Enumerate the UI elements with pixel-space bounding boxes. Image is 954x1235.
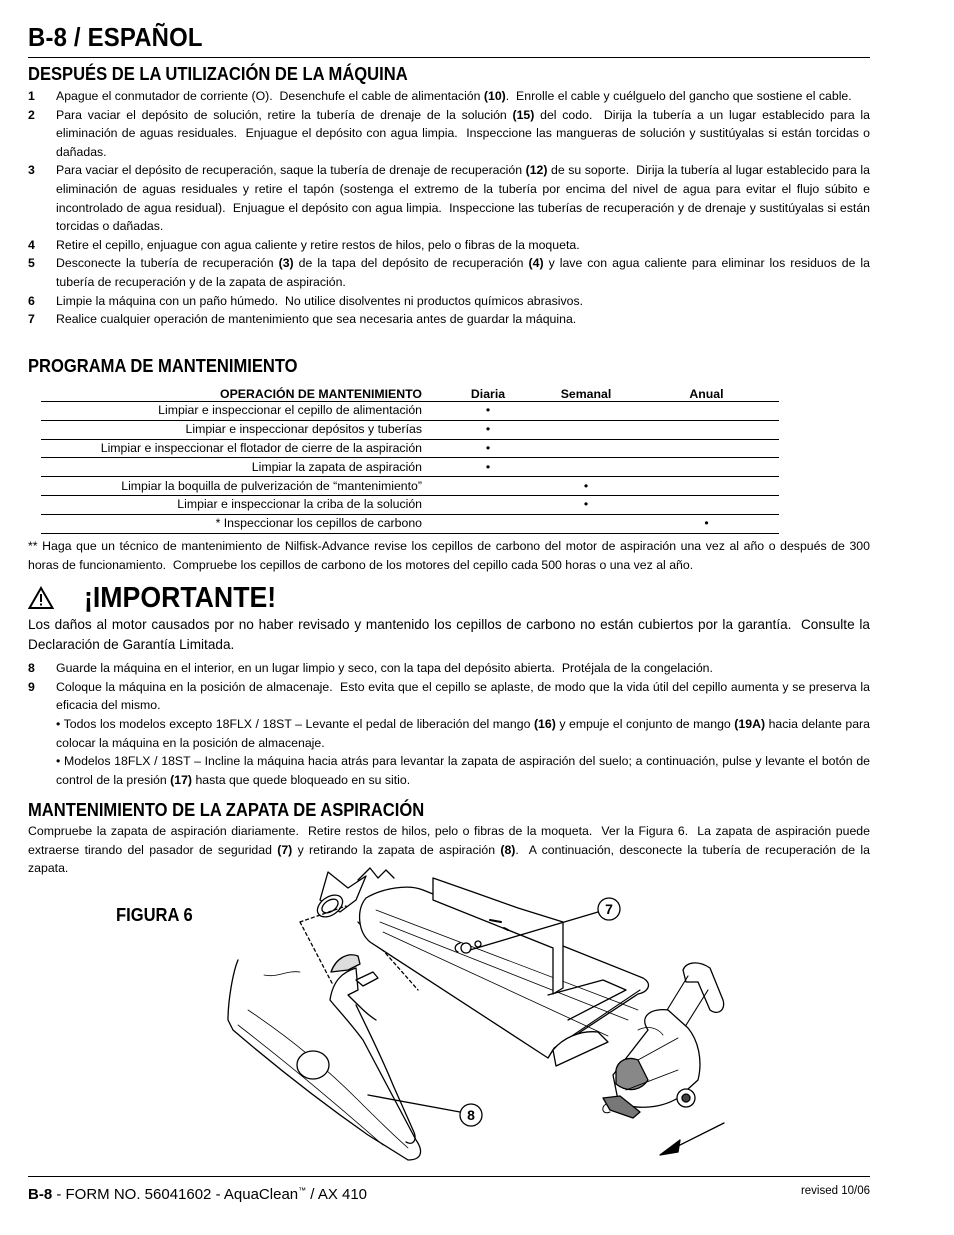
list-item-number: 3 <box>28 163 35 178</box>
cell-operation: Limpiar e inspeccionar el flotador de cierre de la aspiración <box>41 439 438 458</box>
table-row <box>41 477 779 496</box>
header-weekly: Semanal <box>560 387 612 401</box>
cell-weekly <box>538 439 634 458</box>
cell-operation: Limpiar e inspeccionar la criba de la solución <box>41 495 438 514</box>
cell-weekly <box>538 458 634 477</box>
list-item-text: Desconecte la tubería de recuperación (3) de la tapa del depósito de recuperación (4) y lave con agua caliente para eliminar los residuos de la tubería de recuperación y de la zapata de aspiración. <box>56 256 871 289</box>
section-title-maintenance: PROGRAMA DE MANTENIMIENTO <box>28 356 298 376</box>
figure-6-illustration <box>208 860 738 1168</box>
cell-yearly: • <box>634 514 779 533</box>
cell-yearly <box>634 477 779 496</box>
table-row <box>41 439 779 458</box>
callout-8-label: 8 <box>467 1107 475 1123</box>
cell-weekly <box>538 514 634 533</box>
footer-revised: revised 10/06 <box>800 1185 870 1197</box>
after-use-list <box>28 87 870 329</box>
table-row <box>41 402 779 421</box>
storage-bullet: • Modelos 18FLX / 18ST – Incline la máquina hacia atrás para levantar la zapata de aspiración del suelo; a continuación, pulse y levante el botón de control de la presión (17) hasta que quede bloqueado en su sitio. <box>56 754 870 787</box>
important-text: Los daños al motor causados por no haber revisado y mantenido los cepillos de carbono no están cubiertos por la garantía. Consulte la Declaración de Garantía Limitada. <box>28 617 870 652</box>
warning-triangle-icon <box>28 586 54 610</box>
cell-daily: • <box>438 402 538 421</box>
list-item-text: Realice cualquier operación de mantenimiento que sea necesaria antes de guardar la máquina. <box>56 312 577 327</box>
table-header-row <box>41 382 779 402</box>
list-item-text: Coloque la máquina en la posición de almacenaje. Esto evita que el cepillo se aplaste, de modo que la vida útil del cepillo aumenta y se preserva la eficacia del mismo. <box>56 679 870 713</box>
table-row <box>41 420 779 439</box>
cell-daily: • <box>438 458 538 477</box>
header-daily: Diaria <box>470 387 506 401</box>
cell-yearly <box>634 420 779 439</box>
list-item <box>28 254 870 291</box>
list-item <box>28 87 870 106</box>
cell-weekly <box>538 402 634 421</box>
list-item-number: 4 <box>28 237 35 252</box>
list-item-text: Guarde la máquina en el interior, en un lugar limpio y seco, con la tapa del depósito abierta. Protéjala de la congelación. <box>56 661 713 675</box>
list-item <box>28 678 870 715</box>
list-item-text: Para vaciar el depósito de solución, retire la tubería de drenaje de la solución (15) del codo. Dirija la tubería a un lugar establecido para la eliminación de aguas residuales. Enjuague el depósito con agua limpia. Inspeccione las mangueras de solución y sustitúyalas si están torcidas o dañadas. <box>56 107 870 159</box>
footer-form-number: - FORM NO. 56041602 - AquaClean <box>52 1186 299 1203</box>
cell-operation: Limpiar e inspeccionar el cepillo de alimentación <box>41 402 438 421</box>
footer-form-info <box>28 1186 367 1203</box>
maintenance-note: ** Haga que un técnico de mantenimiento de Nilfisk-Advance revise los cepillos de carbono del motor de aspiración una vez al año o después de 300 horas de funcionamiento. Compruebe los cepillos de carbono de los motores del cepillo cada 500 horas o una vez al año. <box>28 539 870 572</box>
list-item <box>28 106 870 162</box>
table-row <box>41 514 779 533</box>
direction-arrow <box>660 1123 724 1155</box>
cell-daily <box>438 495 538 514</box>
cell-operation: Limpiar la boquilla de pulverización de “mantenimiento” <box>41 477 438 496</box>
cell-daily: • <box>438 420 538 439</box>
list-item-text: Para vaciar el depósito de recuperación, saque la tubería de drenaje de recuperación (12) de su soporte. Dirija la tubería al lugar establecido para la eliminación de aguas residuales y retire el tapón (sostenga el extremo de la tubería por encima del nivel de agua para evitar el flujo súbito e incontrolado de agua residual). Enjuague el depósito con agua limpia. Inspeccione las tuberías de recuperación y de drenaje y sustitúyalas si están torcidas o dañadas. <box>56 163 870 234</box>
cell-yearly <box>634 495 779 514</box>
list-item-number: 1 <box>28 89 35 103</box>
cell-operation: Limpiar la zapata de aspiración <box>41 458 438 477</box>
cell-yearly <box>634 439 779 458</box>
cell-weekly: • <box>538 477 634 496</box>
list-item-number: 5 <box>28 256 35 271</box>
cell-daily <box>438 514 538 533</box>
figure-label: FIGURA 6 <box>116 905 193 925</box>
list-item-text: Apague el conmutador de corriente (O). Desenchufe el cable de alimentación (10). Enrolle el cable y cuélguelo del gancho que sostiene el cable. <box>56 89 852 103</box>
cell-yearly <box>634 402 779 421</box>
cell-weekly: • <box>538 495 634 514</box>
squeegee-shoe <box>228 955 421 1160</box>
cell-yearly <box>634 458 779 477</box>
table-row <box>41 495 779 514</box>
header-operation: OPERACIÓN DE MANTENIMIENTO <box>220 387 422 401</box>
table-row <box>41 458 779 477</box>
callout-7-label: 7 <box>605 901 613 917</box>
storage-bullets <box>28 715 870 789</box>
list-item <box>28 161 870 235</box>
list-item <box>28 292 870 311</box>
section-title-squeegee: MANTENIMIENTO DE LA ZAPATA DE ASPIRACIÓN <box>28 800 425 820</box>
header-yearly: Anual <box>689 387 724 401</box>
squeegee-text: Compruebe la zapata de aspiración diariamente. Retire restos de hilos, pelo o fibras de la moqueta. Ver la Figura 6. La zapata de aspiración puede extraerse tirando del pasador de seguridad (7) y retirando la zapata de aspiración (8). A continuación, desconecte la tubería de recuperación de la zapata. <box>28 824 870 876</box>
maintenance-table <box>41 382 779 534</box>
footer-trademark: ™ <box>298 1186 307 1195</box>
page-title: B-8 / ESPAÑOL <box>28 22 203 52</box>
list-item-text: Limpie la máquina con un paño húmedo. No utilice disolventes ni productos químicos abrasivos. <box>56 293 584 308</box>
cell-operation: * Inspeccionar los cepillos de carbono <box>41 514 438 533</box>
list-item-text: Retire el cepillo, enjuague con agua caliente y retire restos de hilos, pelo o fibras de la moqueta. <box>56 237 580 252</box>
storage-bullet: • Todos los modelos excepto 18FLX / 18ST – Levante el pedal de liberación del mango (16) y empuje el conjunto de mango (19A) hacia delante para colocar la máquina en la posición de almacenaje. <box>56 717 870 750</box>
list-item <box>28 659 870 678</box>
cell-weekly <box>538 420 634 439</box>
cell-daily: • <box>438 439 538 458</box>
important-title: ¡IMPORTANTE! <box>84 582 277 614</box>
list-item-number: 7 <box>28 312 35 327</box>
list-item-number: 2 <box>28 107 35 122</box>
storage-list <box>28 659 870 715</box>
maintenance-table-body <box>41 402 779 534</box>
list-item-number: 6 <box>28 293 35 308</box>
cell-operation: Limpiar e inspeccionar depósitos y tuberías <box>41 420 438 439</box>
cell-daily <box>438 477 538 496</box>
list-item <box>28 236 870 255</box>
list-item <box>28 310 870 329</box>
footer-rule <box>28 1176 870 1177</box>
title-rule <box>28 57 870 58</box>
section-title-after-use: DESPUÉS DE LA UTILIZACIÓN DE LA MÁQUINA <box>28 64 408 84</box>
list-item-number: 9 <box>28 679 35 694</box>
footer-page-number: B-8 <box>28 1186 53 1203</box>
list-item-number: 8 <box>28 661 35 675</box>
footer-model: / AX 410 <box>306 1186 368 1203</box>
